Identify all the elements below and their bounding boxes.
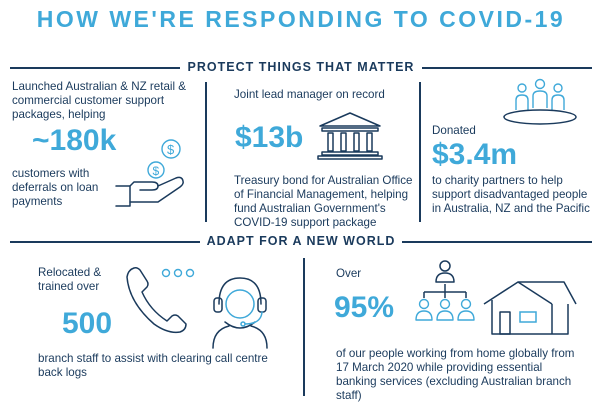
column-divider (303, 258, 305, 396)
people-podium-icon (500, 78, 580, 128)
svg-text:$: $ (167, 142, 175, 157)
stat-intro-bond: Joint lead manager on record (234, 88, 385, 101)
stat-value-staff: 500 (62, 307, 113, 340)
svg-text:$: $ (152, 164, 160, 178)
stat-intro-customers: Launched Australian & NZ retail & commercial customer support packages, helping (12, 80, 187, 121)
section-heading-adapt: ADAPT FOR A NEW WORLD (206, 234, 396, 248)
stat-value-bond: $13b (235, 121, 304, 154)
bank-building-icon (315, 110, 385, 160)
stat-desc-wfh: of our people working from home globally from 17 March 2020 while providing essential banking services (excluding Australian branch staff) (336, 347, 575, 402)
stat-value-customers: ~180k (32, 124, 117, 157)
section-heading-protect: PROTECT THINGS THAT MATTER (187, 60, 415, 74)
page-title: HOW WE'RE RESPONDING TO COVID-19 (36, 6, 566, 32)
house-icon (480, 278, 580, 338)
divider-line (402, 241, 592, 243)
stat-intro-donated: Donated (432, 124, 476, 137)
column-divider (205, 82, 207, 222)
divider-line (10, 67, 180, 69)
org-chart-icon (410, 258, 480, 328)
stat-value-donated: $3.4m (432, 138, 518, 171)
stat-desc-customers: customers with deferrals on loan payments (12, 167, 99, 208)
divider-line (10, 241, 200, 243)
column-divider (419, 82, 421, 222)
stat-intro-wfh: Over (336, 267, 362, 280)
hand-coins-icon (112, 130, 202, 210)
headset-agent-icon (205, 268, 275, 348)
stat-intro-staff: Relocated & trained over (38, 266, 102, 293)
phone-icon (120, 262, 200, 342)
stat-desc-bond: Treasury bond for Australian Office of Financial Management, helping fund Australian Government's COVID-19 support package (234, 174, 413, 229)
stat-desc-staff: branch staff to assist with clearing call centre back logs (38, 352, 268, 379)
divider-line (422, 67, 592, 69)
stat-desc-donated: to charity partners to help support disadvantaged people in Australia, NZ and the Pacific (432, 174, 590, 215)
stat-value-wfh: 95% (334, 291, 395, 324)
